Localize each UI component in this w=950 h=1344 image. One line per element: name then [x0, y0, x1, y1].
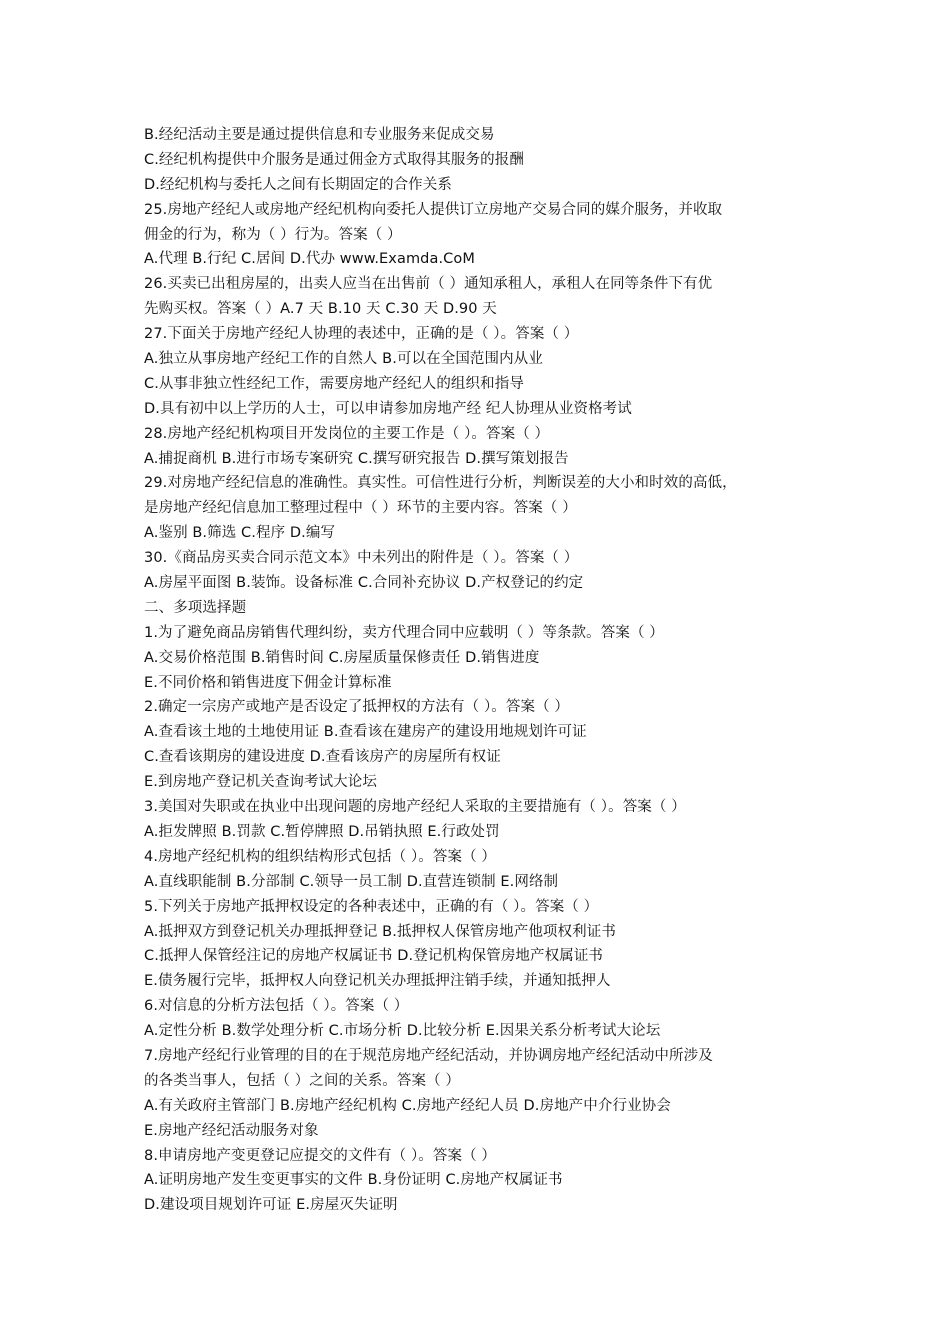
question-27: 27.下面关于房地产经纪人协理的表述中，正确的是（ ）。答案（ ）	[144, 326, 579, 343]
options-line: C.查看该期房的建设进度 D.查看该房产的房屋所有权证	[144, 749, 501, 766]
question-26: 26.买卖已出租房屋的，出卖人应当在出售前（ ）通知承租人，承租人在同等条件下有优	[144, 276, 713, 293]
document-page	[144, 123, 844, 1218]
options-line: C.抵押人保管经注记的房地产权属证书 D.登记机构保管房地产权属证书	[144, 948, 604, 965]
options-line: A.房屋平面图 B.装饰。设备标准 C.合同补充协议 D.产权登记的约定	[144, 575, 584, 592]
question-m7: 7.房地产经纪行业管理的目的在于规范房地产经纪活动，并协调房地产经纪活动中所涉及	[144, 1047, 713, 1064]
options-line: A.抵押双方到登记机关办理抵押登记 B.抵押权人保管房地产他项权利证书	[144, 923, 616, 940]
options-line: A.拒发牌照 B.罚款 C.暂停牌照 D.吊销执照 E.行政处罚	[144, 823, 500, 840]
question-m3: 3.美国对失职或在执业中出现问题的房地产经纪人采取的主要措施有（ ）。答案（ ）	[144, 799, 686, 816]
question-30: 30.《商品房买卖合同示范文本》中未列出的附件是（ ）。答案（ ）	[144, 550, 579, 567]
question-25: 25.房地产经纪人或房地产经纪机构向委托人提供订立房地产交易合同的媒介服务，并收取	[144, 201, 723, 218]
question-29: 29.对房地产经纪信息的准确性。真实性。可信性进行分析，判断误差的大小和时效的高低，	[144, 475, 737, 492]
section-heading: 二、多项选择题	[144, 599, 247, 616]
options-line: D.具有初中以上学历的人士，可以申请参加房地产经 纪人协理从业资格考试	[144, 400, 632, 417]
options-line: A.证明房地产发生变更事实的文件 B.身份证明 C.房地产权属证书	[144, 1172, 563, 1189]
options-line: D.建设项目规划许可证 E.房屋灭失证明	[144, 1197, 398, 1214]
options-line: A.查看该土地的土地使用证 B.查看该在建房产的建设用地规划许可证	[144, 724, 587, 741]
question-m2: 2.确定一宗房产或地产是否设定了抵押权的方法有（ ）。答案（ ）	[144, 699, 569, 716]
text-line: 佣金的行为，称为（ ）行为。答案（ ）	[144, 226, 402, 243]
options-line: A.代理 B.行纪 C.居间 D.代办 www.Examda.CoM	[144, 251, 475, 268]
options-line: C.从事非独立性经纪工作，需要房地产经纪人的组织和指导	[144, 375, 524, 392]
options-line: E.债务履行完毕，抵押权人向登记机关办理抵押注销手续，并通知抵押人	[144, 973, 611, 990]
options-line: E.到房地产登记机关查询考试大论坛	[144, 774, 377, 791]
question-m6: 6.对信息的分析方法包括（ ）。答案（ ）	[144, 998, 409, 1015]
options-line: E.不同价格和销售进度下佣金计算标准	[144, 674, 392, 691]
text-line: 是房地产经纪信息加工整理过程中（ ）环节的主要内容。答案（ ）	[144, 500, 577, 517]
options-line: E.房地产经纪活动服务对象	[144, 1122, 319, 1139]
question-m1: 1.为了避免商品房销售代理纠纷，卖方代理合同中应载明（ ）等条款。答案（ ）	[144, 624, 664, 641]
text-line: D.经纪机构与委托人之间有长期固定的合作关系	[144, 176, 452, 193]
text-line: 先购买权。答案（ ）A.7 天 B.10 天 C.30 天 D.90 天	[144, 301, 497, 318]
options-line: A.鉴别 B.筛选 C.程序 D.编写	[144, 525, 336, 542]
question-m8: 8.申请房地产变更登记应提交的文件有（ ）。答案（ ）	[144, 1147, 497, 1164]
options-line: A.直线职能制 B.分部制 C.领导一员工制 D.直营连锁制 E.网络制	[144, 873, 559, 890]
question-m4: 4.房地产经纪机构的组织结构形式包括（ ）。答案（ ）	[144, 848, 497, 865]
question-28: 28.房地产经纪机构项目开发岗位的主要工作是（ ）。答案（ ）	[144, 425, 550, 442]
options-line: A.独立从事房地产经纪工作的自然人 B.可以在全国范围内从业	[144, 351, 543, 368]
options-line: A.定性分析 B.数学处理分析 C.市场分析 D.比较分析 E.因果关系分析考试大论坛	[144, 1023, 661, 1040]
text-line: C.经纪机构提供中介服务是通过佣金方式取得其服务的报酬	[144, 151, 524, 168]
text-line: 的各类当事人，包括（ ）之间的关系。答案（ ）	[144, 1072, 461, 1089]
options-line: A.有关政府主管部门 B.房地产经纪机构 C.房地产经纪人员 D.房地产中介行业协会	[144, 1097, 671, 1114]
text-line: B.经纪活动主要是通过提供信息和专业服务来促成交易	[144, 127, 495, 143]
question-m5: 5.下列关于房地产抵押权设定的各种表述中，正确的有（ ）。答案（ ）	[144, 898, 599, 915]
options-line: A.交易价格范围 B.销售时间 C.房屋质量保修责任 D.销售进度	[144, 649, 540, 666]
options-line: A.捕捉商机 B.进行市场专案研究 C.撰写研究报告 D.撰写策划报告	[144, 450, 569, 467]
